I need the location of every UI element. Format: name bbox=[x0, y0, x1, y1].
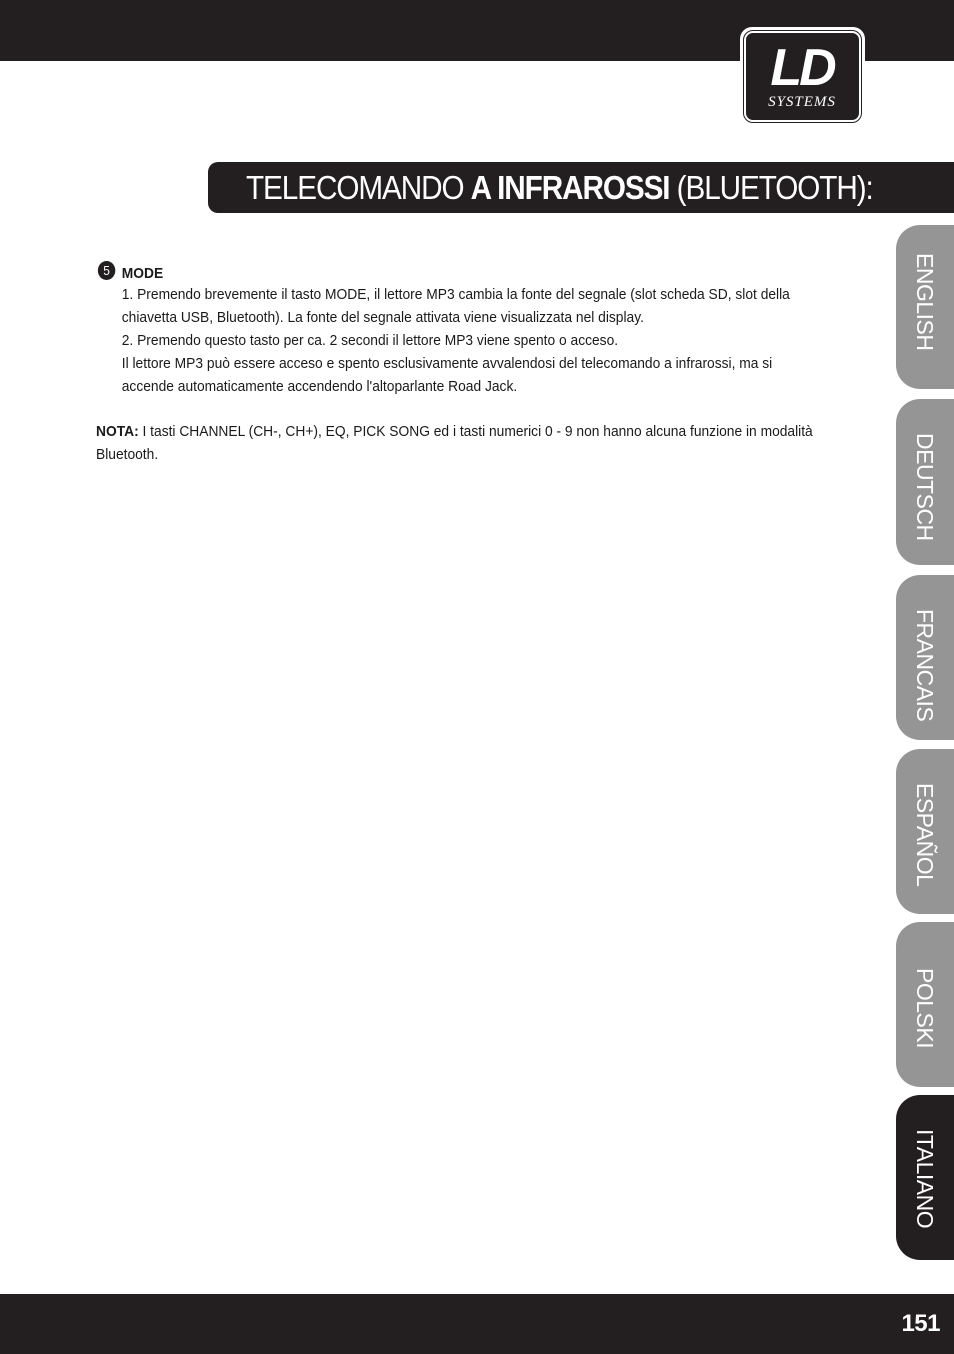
ld-systems-logo bbox=[740, 27, 865, 126]
tab-espanol[interactable] bbox=[896, 749, 954, 914]
title-bar bbox=[208, 162, 954, 213]
title-part-2: (BLUETOOTH): bbox=[669, 169, 873, 206]
body-line-1: 1. Premendo brevemente il tasto MODE, il lettore MP3 cambia la fonte del segnale (slot scheda SD, slot della bbox=[121, 286, 790, 303]
body-line-2: chiavetta USB, Bluetooth). La fonte del segnale attivata viene visualizzata nel display. bbox=[121, 309, 644, 326]
tab-polski[interactable] bbox=[896, 922, 954, 1087]
body-line-3: 2. Premendo questo tasto per ca. 2 secondi il lettore MP3 viene spento o acceso. bbox=[121, 332, 619, 349]
note-label: NOTA: bbox=[96, 423, 139, 440]
logo-subtext: SYSTEMS bbox=[768, 94, 836, 110]
logo-graphic bbox=[746, 33, 857, 118]
page-title bbox=[246, 168, 873, 208]
tab-label-polski: POLSKI bbox=[912, 968, 938, 1049]
tab-italiano[interactable] bbox=[896, 1095, 954, 1260]
tab-label-francais: FRANCAIS bbox=[912, 609, 938, 722]
section-body bbox=[122, 283, 864, 398]
title-part-1: TELECOMANDO bbox=[246, 169, 471, 206]
body-line-5: accende automaticamente accendendo l'altoparlante Road Jack. bbox=[121, 378, 518, 395]
tab-label-english: ENGLISH bbox=[912, 253, 938, 351]
note-text: I tasti CHANNEL (CH-, CH+), EQ, PICK SONG ed i tasti numerici 0 - 9 non hanno alcuna funzione in modalità bbox=[138, 423, 813, 440]
note-text-line-2: Bluetooth. bbox=[96, 446, 159, 463]
tab-label-espanol: ESPAÑOL bbox=[912, 783, 938, 887]
section-heading: MODE bbox=[121, 265, 164, 282]
title-part-bold: A INFRAROSSI bbox=[470, 169, 670, 206]
tab-label-deutsch: DEUTSCH bbox=[912, 433, 938, 541]
logo-letters: LD bbox=[770, 39, 834, 97]
main-content bbox=[96, 260, 866, 466]
section-number-badge: 5 bbox=[98, 261, 115, 280]
tab-label-italiano: ITALIANO bbox=[912, 1129, 938, 1229]
bottom-bar bbox=[0, 1294, 954, 1354]
note-paragraph bbox=[96, 420, 864, 443]
body-line-4: Il lettore MP3 può essere acceso e spento esclusivamente avvalendosi del telecomando a infrarossi, ma si bbox=[121, 355, 773, 372]
section-heading-row bbox=[96, 260, 864, 283]
tab-deutsch[interactable] bbox=[896, 399, 954, 565]
tab-francais[interactable] bbox=[896, 575, 954, 740]
page-number: 151 bbox=[901, 1310, 940, 1337]
tab-english[interactable] bbox=[896, 225, 954, 389]
